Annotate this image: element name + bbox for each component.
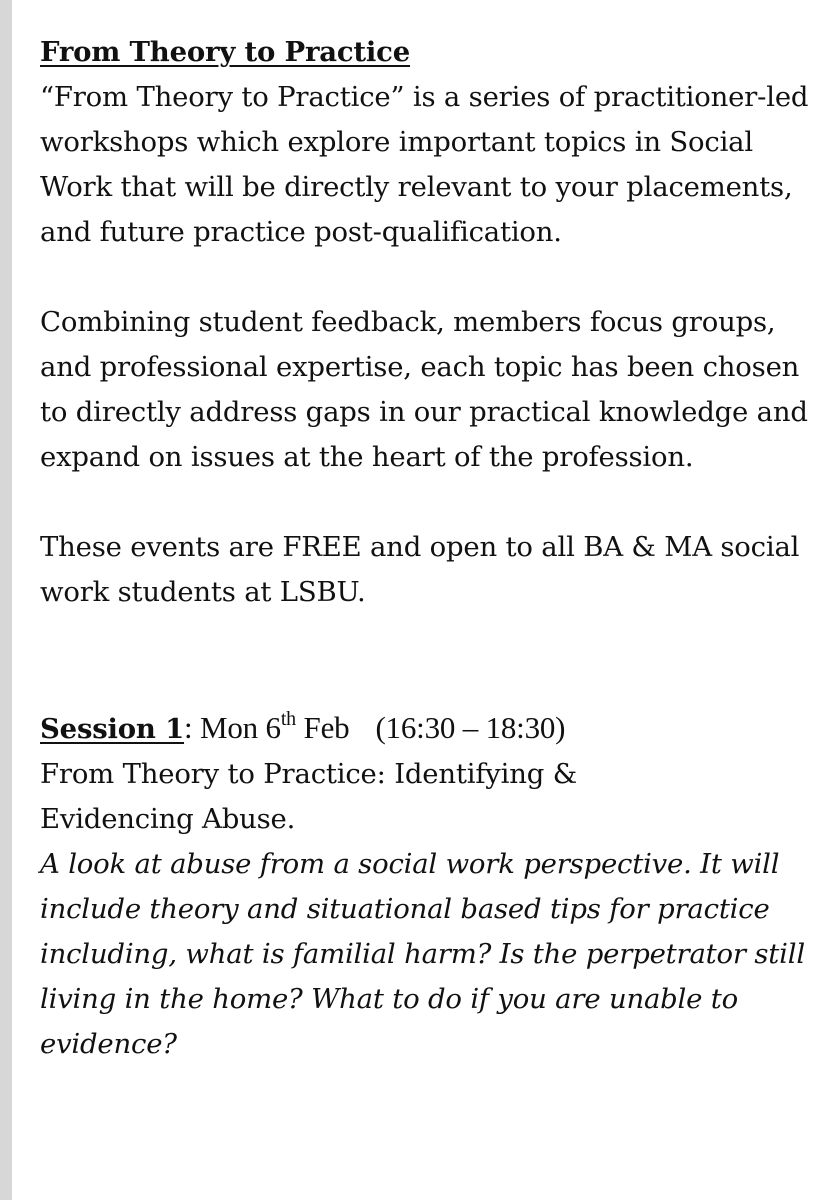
session-separator: : — [184, 710, 193, 745]
session-month: Feb — [295, 710, 350, 745]
document-page — [12, 0, 837, 1200]
session-1 — [40, 705, 820, 1067]
session-title: From Theory to Practice: Identifying & Evidencing Abuse. — [40, 758, 577, 835]
session-label: Session 1 — [40, 713, 185, 745]
session-ordinal-suffix: th — [280, 708, 296, 730]
topics-paragraph: Combining student feedback, members focus groups, and professional expertise, each topic has been chosen to directly address gaps in our practical knowledge and expand on issues at the heart of the profession. — [40, 306, 808, 473]
document-content — [40, 30, 820, 1067]
free-events-paragraph: These events are FREE and open to all BA & MA social work students at LSBU. — [40, 531, 800, 608]
document-heading: From Theory to Practice — [40, 36, 411, 68]
session-time: (16:30 – 18:30) — [375, 710, 566, 745]
session-date-line — [40, 705, 820, 752]
intro-paragraph: “From Theory to Practice” is a series of practitioner-led workshops which explore important topics in Social Work that will be directly relevant to your placements, and future practice post-qualification. — [40, 81, 809, 248]
session-day: Mon 6 — [192, 710, 281, 745]
session-description: A look at abuse from a social work perspective. It will include theory and situational based tips for practice including, what is familial harm? Is the perpetrator still living in the home? What to do if you are unable to evidence? — [40, 848, 805, 1060]
